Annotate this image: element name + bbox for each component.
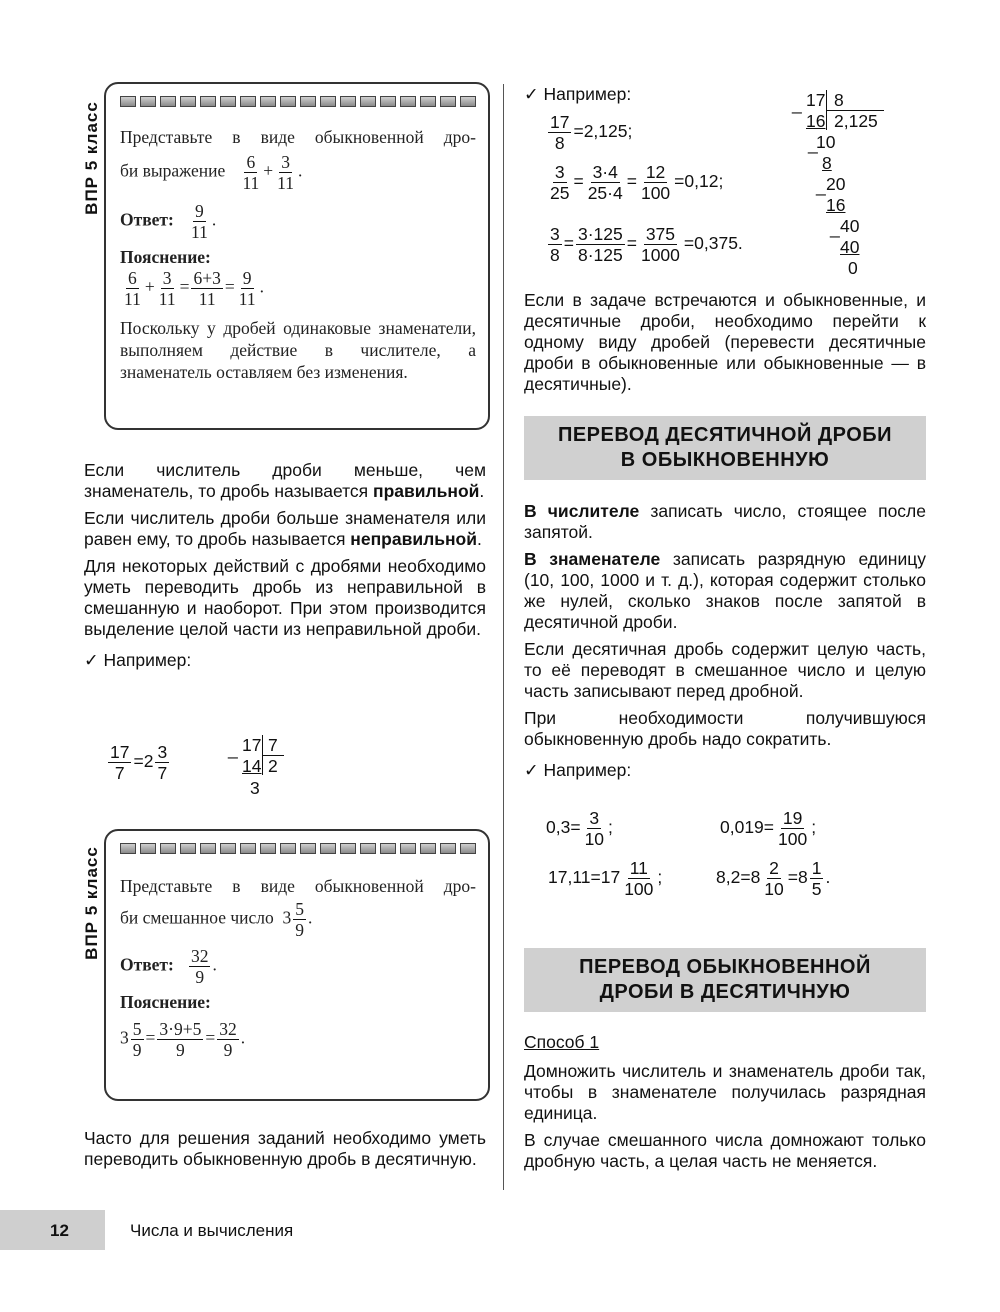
long-division-right: _ 17 8 16 2,125 _ 10 8 _ 20 16 _ 40 40 0 <box>792 90 902 280</box>
conversion-example-2: 0,019= $\frac{19}{100}$ ; <box>720 808 817 849</box>
column-divider <box>503 84 504 1190</box>
dash-decoration <box>120 843 476 854</box>
task-text: Представьте в виде обыкновенной дро- би смешанное число 3 $\frac{5}{9}$ . Ответ: $\frac{32}{9}$ . Пояснение: 3 $\frac{5}{9}$ = $\frac{3\cdot 9+5}{9}$ = $\frac{32}{9}$ . <box>120 876 476 1060</box>
explanation-comment: Поскольку у дробей одинаковые знаменатели, выполняем действие в числителе, а знаменатель оставляем без изменения. <box>120 318 476 382</box>
vpr-task-box-1 <box>104 82 490 430</box>
long-division-left: _ 17 7 14 2 3 <box>228 735 308 805</box>
page-number: 12 <box>50 1221 69 1240</box>
conversion-example-3: 17,11=17 $\frac{11}{100}$ ; <box>548 858 663 899</box>
dash-decoration <box>120 96 476 107</box>
mixed-number-example: $\frac{17}{7}$ =2 $\frac{3}{7}$ <box>110 742 168 783</box>
answer: Ответ: $\frac{32}{9}$ . <box>120 946 217 987</box>
decimal-example-2: $\frac{3}{25}$ = $\frac{3\cdot 4}{25\cdot 4}$ = $\frac{12}{100}$ =0,12; <box>550 162 724 203</box>
method-label: Способ 1 <box>524 1032 600 1052</box>
decimal-example-1: $\frac{17}{8}$ =2,125; <box>550 112 633 153</box>
answer: Ответ: $\frac{9}{11}$ . <box>120 201 217 242</box>
running-title: Числа и вычисления <box>130 1221 294 1240</box>
explanation-formula: $\frac{6}{11}$ + $\frac{3}{11}$ = $\frac{6+3}{11}$ = $\frac{9}{11}$ . <box>124 268 264 309</box>
section-header-fraction-to-decimal: ПЕРЕВОД ОБЫКНОВЕННОЙ ДРОБИ В ДЕСЯТИЧНУЮ <box>524 948 926 1012</box>
task-text: Представьте в виде обыкновенной дро- би выражение $\frac{6}{11}$ + $\frac{3}{11}$ . Ответ: $\frac{9}{11}$ . Пояснение: $\frac{6}{11}$ + $\frac{3}{11}$ = $\frac{6+3}{11}$ = $\frac{9}{11}$ . Поскольку у дробей одинаковые знаменатели, выполняем действие в числителе, а знаменатель оставляем без изменения. <box>120 127 476 382</box>
conversion-example-4: 8,2=8 $\frac{2}{10}$ =8 $\frac{1}{5}$ . <box>716 858 831 899</box>
decimal-example-3: $\frac{3}{8}$ = $\frac{3\cdot 125}{8\cdot 125}$ = $\frac{375}{1000}$ =0,375. <box>550 224 743 265</box>
section-header-decimal-to-fraction: ПЕРЕВОД ДЕСЯТИЧНОЙ ДРОБИ В ОБЫКНОВЕННУЮ <box>524 416 926 480</box>
vpr-label-1: ВПР 5 класс <box>82 101 101 215</box>
vpr-label-2: ВПР 5 класс <box>82 846 101 960</box>
vpr-task-box-2 <box>104 829 490 1101</box>
conversion-example-1: 0,3= $\frac{3}{10}$ ; <box>546 808 613 849</box>
explanation-formula: 3 $\frac{5}{9}$ = $\frac{3\cdot 9+5}{9}$ = $\frac{32}{9}$ . <box>120 1019 246 1060</box>
